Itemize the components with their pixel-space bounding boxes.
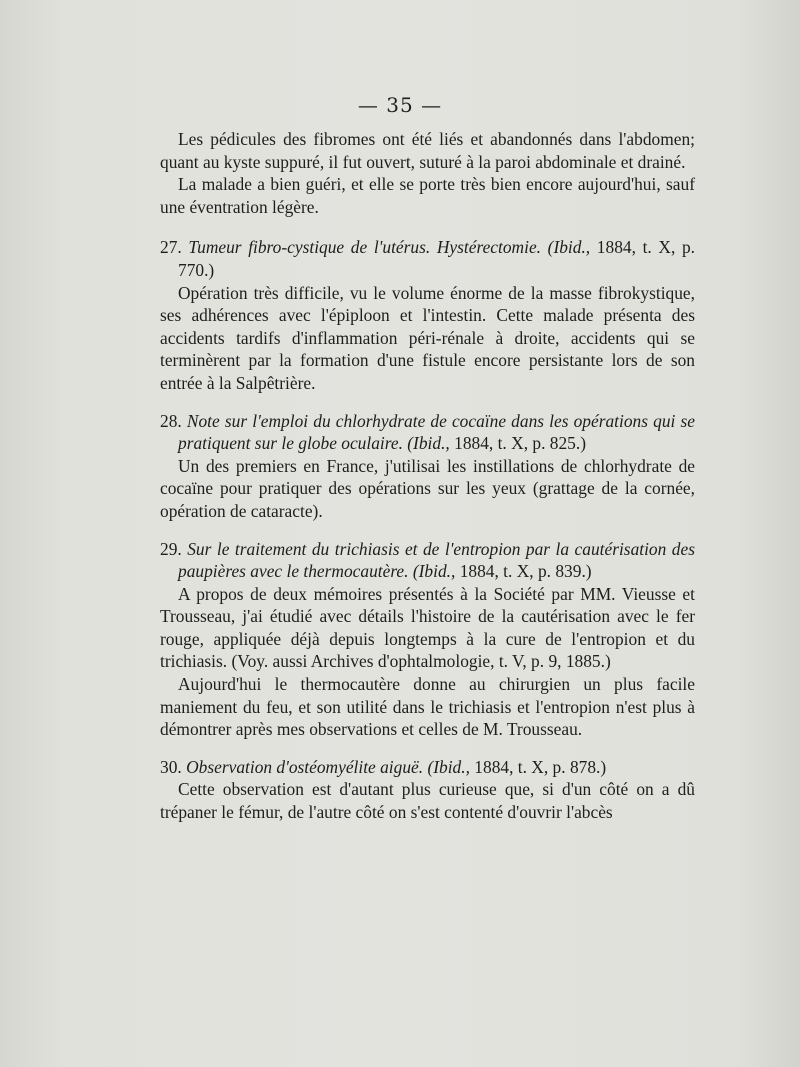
entry-27-title — [160, 236, 695, 281]
entry-title: Note sur l'emploi du chlorhydrate de cocaïne dans les opérations qui se pratiquent sur le globe oculaire. (Ibid., — [178, 410, 695, 454]
paragraph-2: La malade a bien guéri, et elle se porte très bien encore aujourd'hui, sauf une éventration légère. — [160, 174, 695, 217]
entry-reference: 1884, t. X, p. 770.) — [178, 237, 695, 280]
entry-30-title — [160, 756, 695, 779]
entry-number: 28. — [160, 410, 182, 431]
page-body — [160, 128, 695, 824]
entry-29-title — [160, 538, 695, 583]
entry-title: Tumeur fibro-cystique de l'utérus. Hystérectomie. (Ibid., — [188, 237, 591, 258]
entry-number: 29. — [160, 538, 182, 559]
entry-reference: 1884, t. X, p. 825.) — [449, 433, 587, 454]
entry-29-body-continued: Aujourd'hui le thermocautère donne au chirurgien un plus facile maniement du feu, et son utilité dans le trichiasis et l'entropion n'est plus à démontrer après mes observations et celles de M. Trousseau. — [160, 674, 695, 740]
entry-reference: 1884, t. X, p. 878.) — [469, 756, 607, 777]
entry-number: 27. — [160, 237, 182, 258]
entry-number: 30. — [160, 756, 182, 777]
entry-27-body: Opération très difficile, vu le volume énorme de la masse fibrokystique, ses adhérences avec l'épiploon et l'intestin. Cette malade présenta des accidents tardifs d'inflammation péri-rénale à droite, accidents qui se terminèrent par la formation d'une fistule encore persistante lors de son entrée à la Salpêtrière. — [160, 282, 695, 393]
paragraph-1: Les pédicules des fibromes ont été liés et abandonnés dans l'abdomen; quant au kyste suppuré, il fut ouvert, suturé à la paroi abdominale et drainé. — [160, 129, 695, 172]
entry-28-body: Un des premiers en France, j'utilisai les instillations de chlorhydrate de cocaïne pour pratiquer des opérations sur les yeux (grattage de la cornée, opération de cataracte). — [160, 455, 695, 521]
entry-title: Observation d'ostéomyélite aiguë. (Ibid., — [186, 756, 470, 777]
entry-title: Sur le traitement du trichiasis et de l'entropion par la cautérisation des paupières avec le thermocautère. (Ibid., — [178, 538, 695, 582]
entry-28-title — [160, 410, 695, 455]
entry-29-body: A propos de deux mémoires présentés à la Société par MM. Vieusse et Trousseau, j'ai étudié avec détails l'histoire de la cautérisation avec le fer rouge, appliquée déjà depuis longtemps à la cure de l'entropion et du trichiasis. (Voy. aussi Archives d'ophtalmologie, t. V, p. 9, 1885.) — [160, 583, 695, 672]
page-number-header: — 35 — — [357, 93, 443, 117]
entry-30-body: Cette observation est d'autant plus curieuse que, si d'un côté on a dû trépaner le fémur, de l'autre côté on s'est contenté d'ouvrir l'abcès — [160, 779, 695, 823]
entry-reference: 1884, t. X, p. 839.) — [455, 561, 592, 582]
